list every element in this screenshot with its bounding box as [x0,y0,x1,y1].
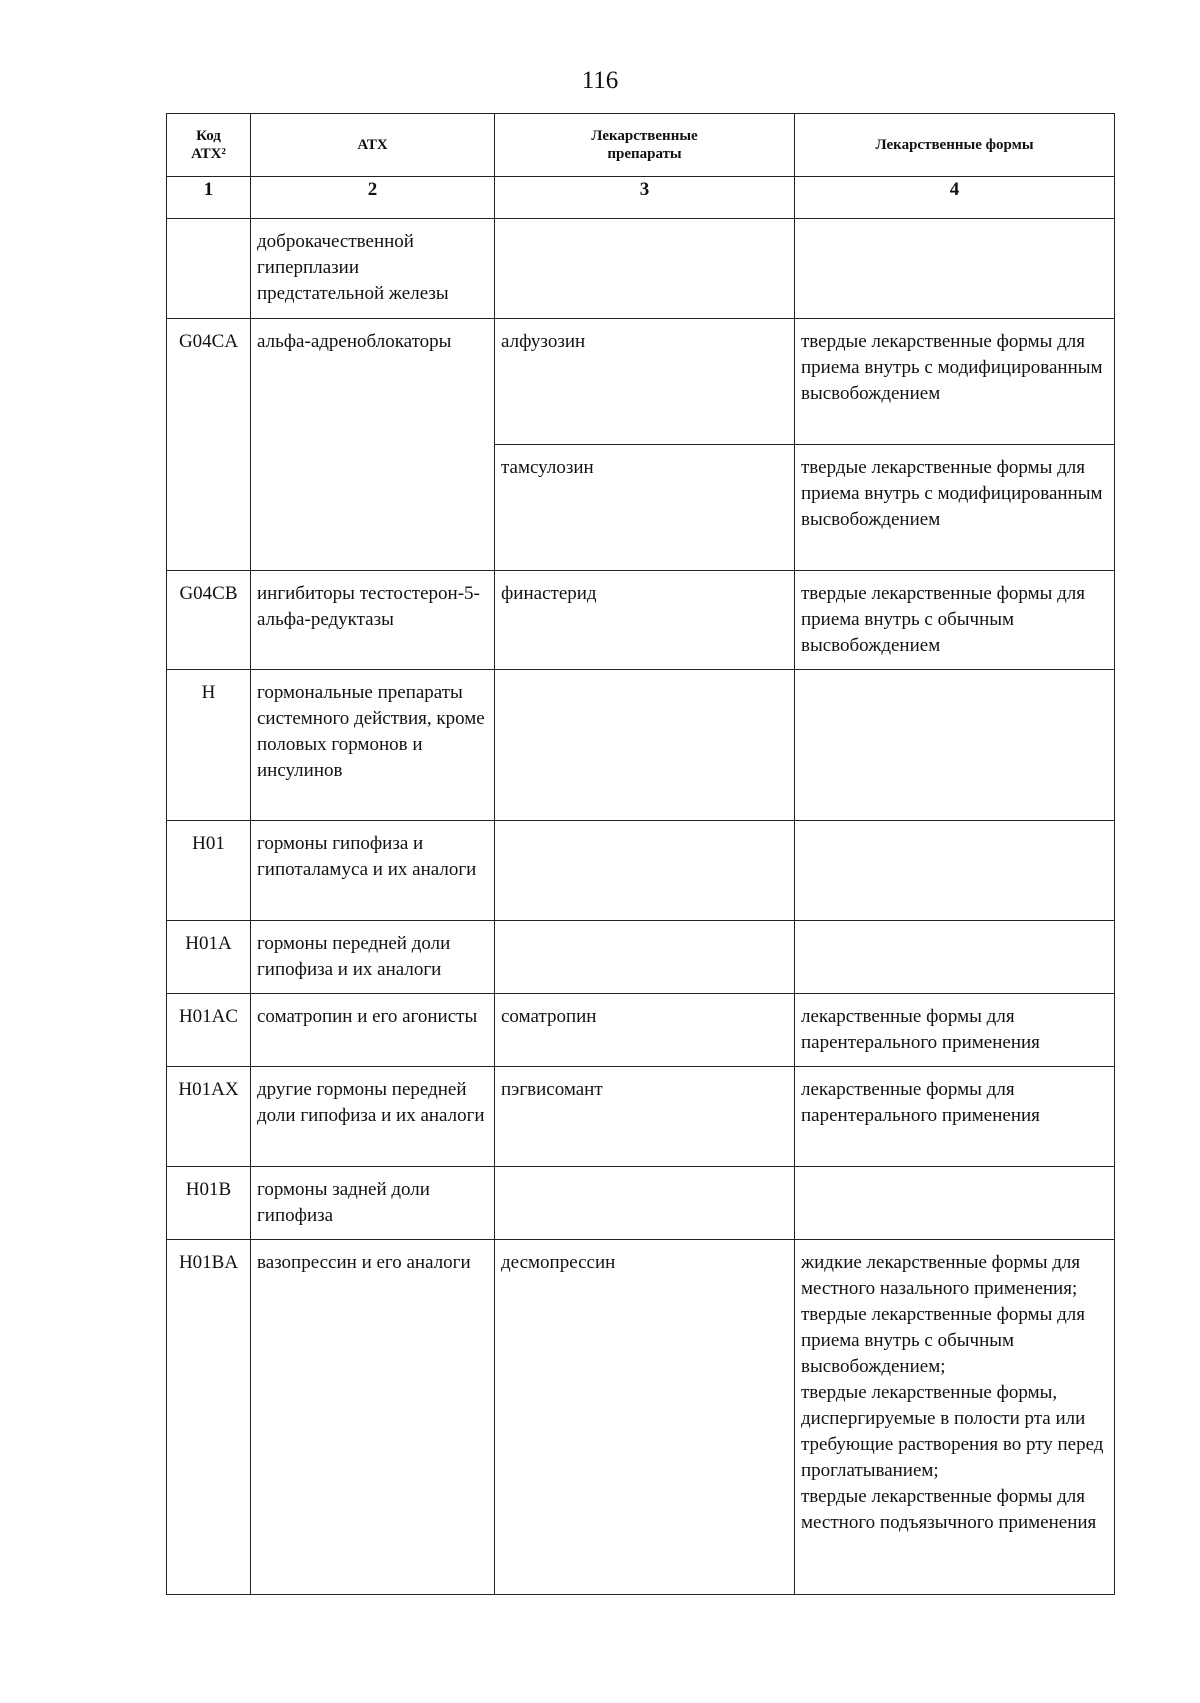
forms-cell [795,821,1115,921]
atx-code-cell: H01BA [167,1240,251,1595]
header-code: Код АТХ² [167,114,251,177]
header-forms: Лекарственные формы [795,114,1115,177]
drug-cell [495,921,795,994]
table-row [167,670,1115,821]
atx-name-cell: гормоны задней доли гипофиза [251,1167,495,1240]
atx-name-cell: вазопрессин и его аналоги [251,1240,495,1595]
drug-cell: финастерид [495,571,795,670]
atx-code-cell: H01B [167,1167,251,1240]
forms-cell: лекарственные формы для парентерального применения [795,1067,1115,1167]
drug-cell: алфузозин [495,319,795,445]
table-row [167,1240,1115,1595]
table-row [167,219,1115,319]
column-number: 3 [495,177,795,219]
forms-cell [795,921,1115,994]
drug-cell [495,1167,795,1240]
header-drugs: Лекарственные препараты [495,114,795,177]
atx-name-cell: гормоны передней доли гипофиза и их аналоги [251,921,495,994]
drug-cell [495,670,795,821]
forms-cell: твердые лекарственные формы для приема внутрь с модифицированным высвобождением [795,445,1115,571]
atx-table [166,113,1115,1595]
atx-code-cell: H01A [167,921,251,994]
table-row [167,571,1115,670]
atx-name-cell: другие гормоны передней доли гипофиза и их аналоги [251,1067,495,1167]
column-number: 4 [795,177,1115,219]
table-row [167,1167,1115,1240]
column-number: 1 [167,177,251,219]
table-row [167,921,1115,994]
drug-cell: соматропин [495,994,795,1067]
atx-code-cell: H01AC [167,994,251,1067]
forms-cell [795,1167,1115,1240]
drug-cell [495,821,795,921]
forms-cell [795,219,1115,319]
atx-name-cell: гормональные препараты системного действия, кроме половых гормонов и инсулинов [251,670,495,821]
drug-cell: тамсулозин [495,445,795,571]
column-number-row [167,177,1115,219]
page-number: 116 [581,67,619,94]
atx-code-cell: H [167,670,251,821]
atx-name-cell: соматропин и его агонисты [251,994,495,1067]
forms-cell: лекарственные формы для парентерального применения [795,994,1115,1067]
atx-code-cell: G04CA [167,319,251,571]
drug-cell: пэгвисомант [495,1067,795,1167]
forms-cell: твердые лекарственные формы для приема внутрь с обычным высвобождением [795,571,1115,670]
atx-code-cell [167,219,251,319]
atx-name-cell: доброкачественной гиперплазии предстательной железы [251,219,495,319]
atx-code-cell: G04CB [167,571,251,670]
atx-name-cell: альфа-адреноблокаторы [251,319,495,571]
column-number: 2 [251,177,495,219]
table-row [167,994,1115,1067]
forms-cell: твердые лекарственные формы для приема внутрь с модифицированным высвобождением [795,319,1115,445]
drug-cell: десмопрессин [495,1240,795,1595]
table-row [167,319,1115,445]
atx-name-cell: ингибиторы тестостерон-5-альфа-редуктазы [251,571,495,670]
forms-cell [795,670,1115,821]
table-row [167,1067,1115,1167]
table-header-row [167,114,1115,177]
atx-code-cell: H01AX [167,1067,251,1167]
drug-cell [495,219,795,319]
table-row [167,821,1115,921]
atx-code-cell: H01 [167,821,251,921]
forms-cell: жидкие лекарственные формы для местного назального применения; твердые лекарственные формы для приема внутрь с обычным высвобождением; твердые лекарственные формы, диспергируемые в полости рта или требующие растворения во рту перед проглатыванием; твердые лекарственные формы для местного подъязычного применения [795,1240,1115,1595]
header-atx: АТХ [251,114,495,177]
atx-name-cell: гормоны гипофиза и гипоталамуса и их аналоги [251,821,495,921]
